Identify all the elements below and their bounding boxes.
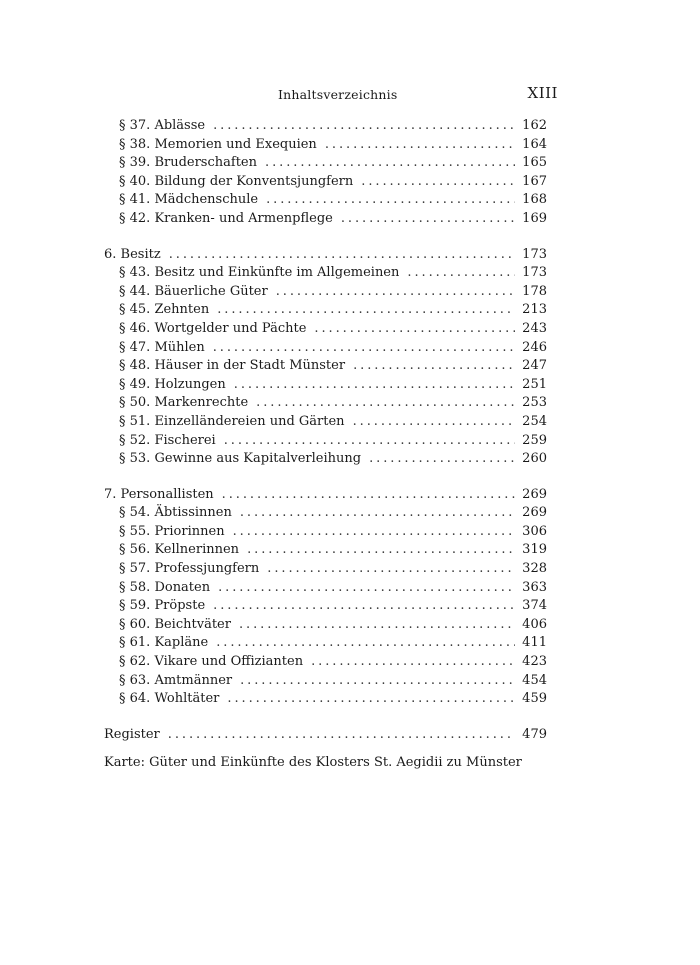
toc-entry[interactable] xyxy=(104,523,547,542)
toc-entry[interactable] xyxy=(104,653,547,672)
leader-dots xyxy=(233,523,516,542)
toc-entry-page: 168 xyxy=(522,192,547,208)
leader-dots xyxy=(218,579,515,598)
running-title: Inhaltsverzeichnis xyxy=(278,87,398,102)
toc-entry[interactable] xyxy=(104,394,547,413)
leader-dots xyxy=(314,320,515,339)
toc-section-title: 6. Besitz xyxy=(104,246,161,262)
toc-entry-page: 253 xyxy=(522,395,547,411)
toc-entry[interactable] xyxy=(104,634,547,653)
toc-entry-title: § 49. Holzungen xyxy=(119,376,226,392)
toc-entry[interactable] xyxy=(104,283,547,302)
toc-entry-title: § 61. Kapläne xyxy=(119,635,209,651)
leader-dots xyxy=(369,450,515,469)
toc-entry[interactable] xyxy=(104,597,547,616)
leader-dots xyxy=(311,653,515,672)
leader-dots xyxy=(224,432,515,451)
leader-dots xyxy=(213,117,515,136)
toc-entry-page: 269 xyxy=(522,505,547,521)
toc-section-title: 7. Personallisten xyxy=(104,486,214,502)
toc-entry-title: § 54. Äbtissinnen xyxy=(119,505,232,521)
toc-entry-title: § 60. Beichtväter xyxy=(119,616,231,632)
toc-entry-page: 374 xyxy=(522,598,547,614)
toc-entry[interactable] xyxy=(104,173,547,192)
toc-entry-page: 319 xyxy=(522,542,547,558)
toc-entry-title: § 53. Gewinne aus Kapitalverleihung xyxy=(119,451,362,467)
toc-section-heading[interactable] xyxy=(104,246,547,265)
toc-entry-page: 254 xyxy=(522,413,547,429)
toc-entry[interactable] xyxy=(104,320,547,339)
toc-section-page: 173 xyxy=(522,246,547,262)
table-of-contents xyxy=(104,117,547,773)
leader-dots xyxy=(234,376,515,395)
toc-entry-title: § 42. Kranken- und Armenpflege xyxy=(119,210,333,226)
toc-entry-page: 459 xyxy=(522,691,547,707)
toc-entry-title: § 59. Pröpste xyxy=(119,598,206,614)
toc-section-page: 269 xyxy=(522,486,547,502)
toc-entry-page: 169 xyxy=(522,210,547,226)
toc-entry-title: § 56. Kellnerinnen xyxy=(119,542,240,558)
toc-entry-page: 306 xyxy=(522,523,547,539)
toc-entry-page: 246 xyxy=(522,339,547,355)
page-number: XIII xyxy=(527,84,558,102)
toc-entry-page: 167 xyxy=(522,173,547,189)
toc-entry[interactable] xyxy=(104,210,547,229)
toc-entry[interactable] xyxy=(104,560,547,579)
toc-entry-title: § 57. Professjungfern xyxy=(119,561,260,577)
toc-entry[interactable] xyxy=(104,117,547,136)
section-gap xyxy=(104,469,547,486)
leader-dots xyxy=(217,301,515,320)
toc-entry-title: § 46. Wortgelder und Pächte xyxy=(119,320,307,336)
map-note: Karte: Güter und Einkünfte des Klosters St. Aegidii zu Münster xyxy=(104,755,522,771)
leader-dots xyxy=(325,136,515,155)
section-gap xyxy=(104,229,547,246)
toc-entry-page: 173 xyxy=(522,265,547,281)
leader-dots xyxy=(239,616,515,635)
leader-dots xyxy=(267,560,515,579)
toc-entry-page: 259 xyxy=(522,432,547,448)
toc-entry[interactable] xyxy=(104,432,547,451)
toc-entry-page: 247 xyxy=(522,358,547,374)
section-gap xyxy=(104,709,547,726)
leader-dots xyxy=(240,504,515,523)
toc-entry[interactable] xyxy=(104,154,547,173)
toc-entry-title: § 45. Zehnten xyxy=(119,302,210,318)
toc-entry[interactable] xyxy=(104,541,547,560)
leader-dots xyxy=(407,264,515,283)
toc-entry-title: § 50. Markenrechte xyxy=(119,395,249,411)
leader-dots xyxy=(168,726,515,745)
toc-entry-title: § 64. Wohltäter xyxy=(119,691,220,707)
toc-entry[interactable] xyxy=(104,301,547,320)
toc-entry-title: § 41. Mädchenschule xyxy=(119,192,259,208)
leader-dots xyxy=(213,339,515,358)
leader-dots xyxy=(247,541,515,560)
leader-dots xyxy=(265,154,515,173)
toc-entry-page: 406 xyxy=(522,616,547,632)
leader-dots xyxy=(256,394,515,413)
toc-entry-page: 363 xyxy=(522,579,547,595)
toc-entry-title: § 48. Häuser in der Stadt Münster xyxy=(119,358,346,374)
toc-entry-title: § 63. Amtmänner xyxy=(119,672,233,688)
leader-dots xyxy=(341,210,515,229)
leader-dots xyxy=(222,486,516,505)
toc-entry-title: § 44. Bäuerliche Güter xyxy=(119,283,268,299)
toc-entry-title: § 58. Donaten xyxy=(119,579,211,595)
toc-entry[interactable] xyxy=(104,264,547,283)
toc-entry-title: § 52. Fischerei xyxy=(119,432,216,448)
toc-entry-page: 251 xyxy=(522,376,547,392)
toc-entry[interactable] xyxy=(104,339,547,358)
toc-entry[interactable] xyxy=(104,191,547,210)
toc-entry[interactable] xyxy=(104,672,547,691)
toc-entry[interactable] xyxy=(104,376,547,395)
toc-entry-title: § 38. Memorien und Exequien xyxy=(119,136,317,152)
toc-entry[interactable] xyxy=(104,616,547,635)
toc-register-title: Register xyxy=(104,726,160,742)
toc-register-page: 479 xyxy=(522,726,547,742)
leader-dots xyxy=(169,246,515,265)
toc-entry-page: 260 xyxy=(522,451,547,467)
toc-entry-title: § 40. Bildung der Konventsjungfern xyxy=(119,173,354,189)
leader-dots xyxy=(276,283,515,302)
toc-entry[interactable] xyxy=(104,690,547,709)
leader-dots xyxy=(216,634,515,653)
toc-entry[interactable] xyxy=(104,450,547,469)
toc-entry-title: § 39. Bruderschaften xyxy=(119,155,257,171)
toc-entry-title: § 62. Vikare und Offizianten xyxy=(119,654,304,670)
toc-entry[interactable] xyxy=(104,504,547,523)
toc-entry-title: § 43. Besitz und Einkünfte im Allgemeinen xyxy=(119,265,400,281)
toc-entry-page: 164 xyxy=(522,136,547,152)
leader-dots xyxy=(240,672,515,691)
toc-entry-page: 213 xyxy=(522,302,547,318)
toc-entry-title: § 47. Mühlen xyxy=(119,339,205,355)
toc-entry-page: 165 xyxy=(522,155,547,171)
toc-entry[interactable] xyxy=(104,136,547,155)
leader-dots xyxy=(353,357,515,376)
leader-dots xyxy=(353,413,516,432)
toc-entry[interactable] xyxy=(104,413,547,432)
running-header xyxy=(0,84,700,106)
toc-entry-title: § 51. Einzelländereien und Gärten xyxy=(119,413,345,429)
leader-dots xyxy=(266,191,515,210)
toc-entry[interactable] xyxy=(104,357,547,376)
leader-dots xyxy=(213,597,515,616)
toc-entry-title: § 37. Ablässe xyxy=(119,118,206,133)
toc-entry-page: 162 xyxy=(522,118,547,133)
toc-register-entry[interactable] xyxy=(104,726,547,745)
toc-entry-page: 411 xyxy=(522,635,547,651)
toc-entry-page: 243 xyxy=(522,320,547,336)
leader-dots xyxy=(227,690,515,709)
toc-entry-title: § 55. Priorinnen xyxy=(119,523,225,539)
toc-entry-page: 423 xyxy=(522,654,547,670)
toc-entry[interactable] xyxy=(104,579,547,598)
toc-section-heading[interactable] xyxy=(104,486,547,505)
toc-entry-page: 328 xyxy=(522,561,547,577)
toc-entry-page: 178 xyxy=(522,283,547,299)
leader-dots xyxy=(361,173,515,192)
toc-entry-page: 454 xyxy=(522,672,547,688)
